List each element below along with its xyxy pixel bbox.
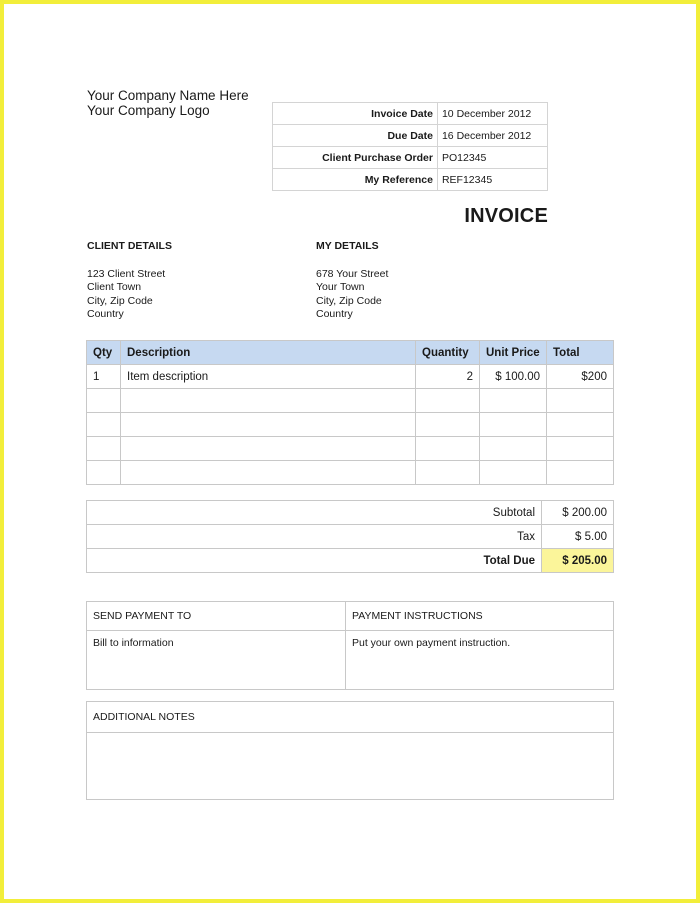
meta-row xyxy=(273,147,548,169)
payment-body-row xyxy=(87,631,614,690)
cell-qty xyxy=(87,461,121,485)
cell-total xyxy=(547,389,614,413)
cell-quantity xyxy=(416,389,480,413)
tax-label: Tax xyxy=(87,525,542,549)
invoice-title: INVOICE xyxy=(464,205,548,227)
cell-unit-price xyxy=(480,461,547,485)
payment-instructions-body: Put your own payment instruction. xyxy=(346,631,614,690)
purchase-order-value: PO12345 xyxy=(437,147,547,169)
subtotal-value: $ 200.00 xyxy=(542,501,614,525)
my-details-heading: MY DETAILS xyxy=(316,240,379,252)
notes-header-row xyxy=(87,702,614,733)
col-qty: Qty xyxy=(87,341,121,365)
cell-description: Item description xyxy=(121,365,416,389)
cell-qty xyxy=(87,389,121,413)
cell-total xyxy=(547,461,614,485)
cell-description xyxy=(121,461,416,485)
company-name: Your Company Name Here xyxy=(87,88,249,103)
cell-description xyxy=(121,389,416,413)
cell-quantity xyxy=(416,413,480,437)
client-details-heading: CLIENT DETAILS xyxy=(87,240,172,252)
send-payment-body: Bill to information xyxy=(87,631,346,690)
table-row xyxy=(87,413,614,437)
reference-value: REF12345 xyxy=(437,169,547,191)
payment-header-row xyxy=(87,602,614,631)
cell-qty: 1 xyxy=(87,365,121,389)
col-quantity: Quantity xyxy=(416,341,480,365)
cell-qty xyxy=(87,437,121,461)
total-due-value: $ 205.00 xyxy=(542,549,614,573)
reference-label: My Reference xyxy=(273,169,438,191)
table-row xyxy=(87,437,614,461)
my-address-line: City, Zip Code xyxy=(316,294,382,307)
client-address-line: City, Zip Code xyxy=(87,294,153,307)
col-unit-price: Unit Price xyxy=(480,341,547,365)
cell-description xyxy=(121,413,416,437)
send-payment-heading: SEND PAYMENT TO xyxy=(87,602,346,631)
notes-table xyxy=(86,701,614,800)
due-date-value: 16 December 2012 xyxy=(437,125,547,147)
meta-row xyxy=(273,125,548,147)
invoice-date-value: 10 December 2012 xyxy=(437,103,547,125)
my-address-line: Country xyxy=(316,308,353,320)
my-address-line: 678 Your Street xyxy=(316,267,389,280)
company-logo: Your Company Logo xyxy=(87,103,210,118)
cell-quantity xyxy=(416,461,480,485)
line-items-table xyxy=(86,340,614,485)
notes-body-row xyxy=(87,733,614,800)
client-details xyxy=(87,240,172,322)
client-address-line: 123 Client Street xyxy=(87,267,166,280)
line-items-header xyxy=(87,341,614,365)
table-row xyxy=(87,461,614,485)
cell-unit-price: $ 100.00 xyxy=(480,365,547,389)
cell-total: $200 xyxy=(547,365,614,389)
cell-unit-price xyxy=(480,437,547,461)
due-date-label: Due Date xyxy=(273,125,438,147)
tax-row xyxy=(87,525,614,549)
my-details xyxy=(316,240,388,322)
cell-quantity: 2 xyxy=(416,365,480,389)
invoice-meta-table xyxy=(272,102,548,191)
payment-table xyxy=(86,601,614,690)
subtotal-row xyxy=(87,501,614,525)
purchase-order-label: Client Purchase Order xyxy=(273,147,438,169)
additional-notes-heading: ADDITIONAL NOTES xyxy=(87,702,614,733)
meta-row xyxy=(273,169,548,191)
total-due-row xyxy=(87,549,614,573)
tax-value: $ 5.00 xyxy=(542,525,614,549)
cell-qty xyxy=(87,413,121,437)
payment-instructions-heading: PAYMENT INSTRUCTIONS xyxy=(346,602,614,631)
client-address-line: Country xyxy=(87,308,124,320)
meta-row xyxy=(273,103,548,125)
cell-total xyxy=(547,437,614,461)
my-address-line: Your Town xyxy=(316,281,365,293)
cell-total xyxy=(547,413,614,437)
table-row xyxy=(87,389,614,413)
total-due-label: Total Due xyxy=(87,549,542,573)
subtotal-label: Subtotal xyxy=(87,501,542,525)
totals-table xyxy=(86,500,614,573)
cell-unit-price xyxy=(480,413,547,437)
company-block xyxy=(87,88,249,118)
cell-quantity xyxy=(416,437,480,461)
additional-notes-body xyxy=(87,733,614,800)
cell-unit-price xyxy=(480,389,547,413)
invoice-page xyxy=(4,4,696,899)
invoice-date-label: Invoice Date xyxy=(273,103,438,125)
col-description: Description xyxy=(121,341,416,365)
col-total: Total xyxy=(547,341,614,365)
client-address-line: Client Town xyxy=(87,281,142,293)
cell-description xyxy=(121,437,416,461)
table-row xyxy=(87,365,614,389)
